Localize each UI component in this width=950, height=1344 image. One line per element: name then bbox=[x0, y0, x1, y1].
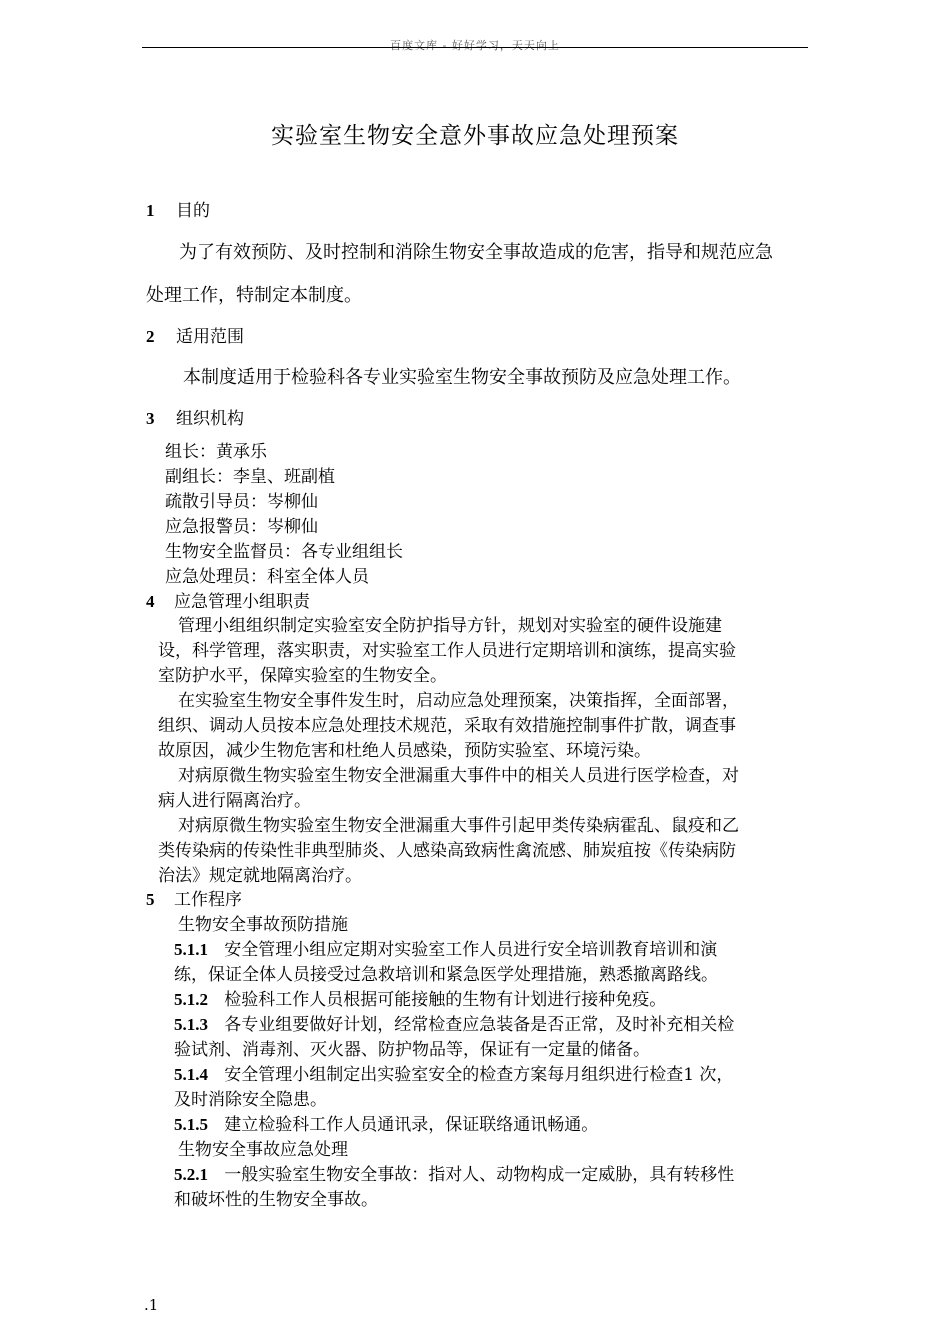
clause-5-2-1 bbox=[174, 1160, 734, 1185]
clause-text: 各专业组要做好计划，经常检查应急装备是否正常，及时补充相关检 bbox=[224, 1015, 735, 1035]
clause-number: 5.1.3 bbox=[174, 1015, 208, 1034]
subsection-title: 生物安全事故预防措施 bbox=[178, 915, 348, 935]
paragraph-line: 组织、调动人员按本应急处理技术规范，采取有效措施控制事件扩散，调查事 bbox=[158, 716, 736, 736]
paragraph-line: 处理工作，特制定本制度。 bbox=[146, 285, 362, 306]
org-member: 组长：黄承乐 bbox=[165, 442, 267, 462]
clause-number: 5.1.2 bbox=[174, 990, 208, 1009]
section-title: 应急管理小组职责 bbox=[174, 592, 310, 612]
section-number: 3 bbox=[146, 409, 155, 428]
paragraph-line: 练，保证全体人员接受过急救培训和紧急医学处理措施，熟悉撤离路线。 bbox=[174, 965, 718, 985]
section-number: 4 bbox=[146, 592, 155, 611]
clause-number: 5.1.4 bbox=[174, 1065, 208, 1084]
section-number: 2 bbox=[146, 327, 155, 346]
org-member: 副组长：李皇、班副植 bbox=[165, 467, 335, 487]
section-5-heading bbox=[146, 885, 242, 910]
clause-5-1-3 bbox=[174, 1010, 734, 1035]
section-title: 适用范围 bbox=[176, 327, 244, 347]
clause-5-1-2 bbox=[174, 985, 666, 1010]
section-title: 目的 bbox=[176, 201, 210, 221]
paragraph-line: 对病原微生物实验室生物安全泄漏重大事件引起甲类传染病霍乱、鼠疫和乙 bbox=[178, 816, 739, 836]
clause-5-1-1 bbox=[174, 935, 717, 960]
paragraph-line: 管理小组组织制定实验室安全防护指导方针，规划对实验室的硬件设施建 bbox=[178, 616, 722, 636]
paragraph-line: 验试剂、消毒剂、灭火器、防护物品等，保证有一定量的储备。 bbox=[174, 1040, 650, 1060]
org-member: 疏散引导员：岑柳仙 bbox=[165, 492, 318, 512]
clause-5-1-5 bbox=[174, 1110, 598, 1135]
clause-number: 5.2.1 bbox=[174, 1165, 208, 1184]
clause-text: 一般实验室生物安全事故：指对人、动物构成一定威胁，具有转移性 bbox=[224, 1165, 735, 1185]
paragraph-line: 本制度适用于检验科各专业实验室生物安全事故预防及应急处理工作。 bbox=[183, 367, 741, 388]
paragraph-line: 和破坏性的生物安全事故。 bbox=[174, 1190, 378, 1210]
paragraph-line: 故原因，减少生物危害和杜绝人员感染，预防实验室、环境污染。 bbox=[158, 741, 651, 761]
paragraph-line: 对病原微生物实验室生物安全泄漏重大事件中的相关人员进行医学检查，对 bbox=[178, 766, 739, 786]
clause-text: 安全管理小组应定期对实验室工作人员进行安全培训教育培训和演 bbox=[224, 940, 718, 960]
page-header: 百度文库 - 好好学习，天天向上 bbox=[390, 39, 560, 52]
org-member: 生物安全监督员：各专业组组长 bbox=[165, 542, 403, 562]
paragraph-line: 类传染病的传染性非典型肺炎、人感染高致病性禽流感、肺炭疽按《传染病防 bbox=[158, 841, 736, 861]
section-title: 组织机构 bbox=[176, 409, 244, 429]
section-3-heading bbox=[146, 404, 244, 429]
paragraph-line: 在实验室生物安全事件发生时，启动应急处理预案，决策指挥，全面部署， bbox=[178, 691, 739, 711]
section-1-heading bbox=[146, 196, 210, 221]
paragraph-line: 治法》规定就地隔离治疗。 bbox=[158, 866, 362, 886]
subsection-title: 生物安全事故应急处理 bbox=[178, 1140, 348, 1160]
section-number: 5 bbox=[146, 890, 155, 909]
header-rule bbox=[142, 47, 808, 48]
section-2-heading bbox=[146, 322, 244, 347]
section-number: 1 bbox=[146, 201, 155, 220]
clause-number: 5.1.1 bbox=[174, 940, 208, 959]
org-member: 应急处理员：科室全体人员 bbox=[165, 567, 369, 587]
paragraph-line: 及时消除安全隐患。 bbox=[174, 1090, 327, 1110]
paragraph-line: 设，科学管理，落实职责，对实验室工作人员进行定期培训和演练，提高实验 bbox=[158, 641, 736, 661]
clause-text: 安全管理小组制定出实验室安全的检查方案每月组织进行检查1 次， bbox=[224, 1065, 734, 1085]
section-4-heading bbox=[146, 587, 310, 612]
paragraph-line: 室防护水平，保障实验室的生物安全。 bbox=[158, 666, 447, 686]
clause-5-1-4 bbox=[174, 1060, 733, 1085]
document-title: 实验室生物安全意外事故应急处理预案 bbox=[271, 123, 679, 149]
paragraph-line: 为了有效预防、及时控制和消除生物安全事故造成的危害，指导和规范应急 bbox=[179, 242, 773, 263]
org-member: 应急报警员：岑柳仙 bbox=[165, 517, 318, 537]
page-number: .1 bbox=[144, 1296, 159, 1314]
paragraph-line: 病人进行隔离治疗。 bbox=[158, 791, 311, 811]
section-title: 工作程序 bbox=[174, 890, 242, 910]
clause-text: 建立检验科工作人员通讯录，保证联络通讯畅通。 bbox=[224, 1115, 599, 1135]
clause-number: 5.1.5 bbox=[174, 1115, 208, 1134]
clause-text: 检验科工作人员根据可能接触的生物有计划进行接种免疫。 bbox=[224, 990, 667, 1010]
